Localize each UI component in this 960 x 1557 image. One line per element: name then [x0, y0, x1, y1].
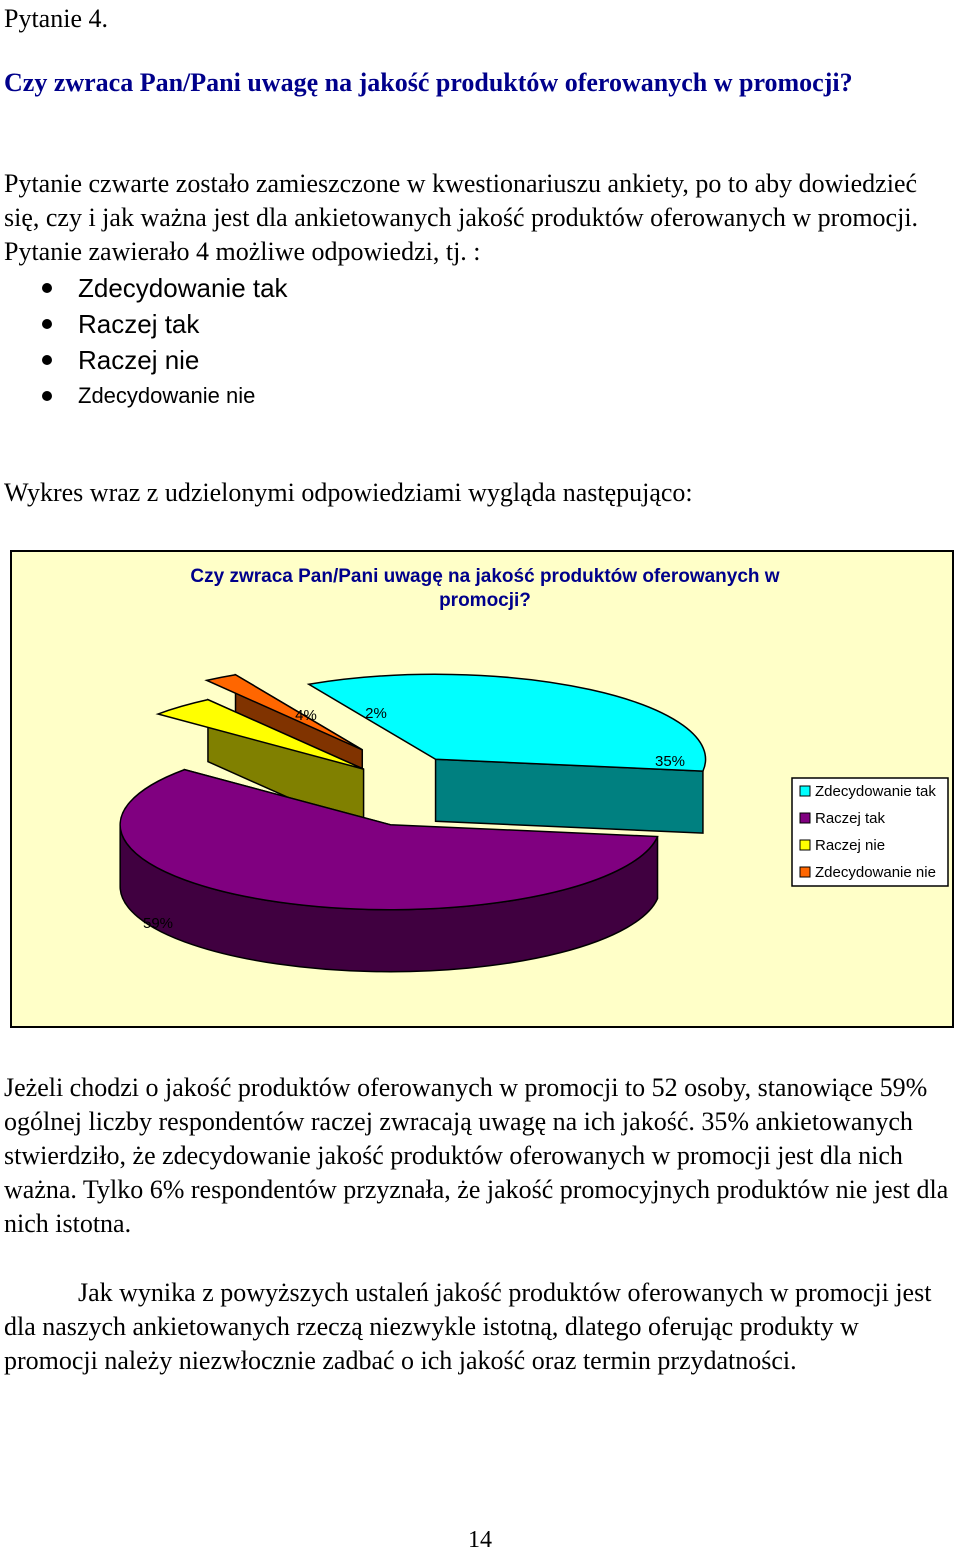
- slice-percent-label: 2%: [365, 705, 387, 722]
- legend-swatch: [800, 867, 810, 877]
- slice-percent-label: 35%: [654, 753, 686, 770]
- legend-entry: Zdecydowanie nie: [815, 864, 936, 881]
- legend-swatch: [800, 840, 810, 850]
- legend-entry: Zdecydowanie tak: [815, 783, 936, 800]
- question-title: Czy zwraca Pan/Pani uwagę na jakość produktów oferowanych w promocji?: [4, 68, 853, 97]
- section-heading: Pytanie 4.: [4, 4, 108, 33]
- page-number: 14: [468, 1527, 492, 1553]
- chart-legend: [792, 778, 948, 886]
- answer-option-label: Raczej nie: [78, 345, 200, 375]
- legend-swatch: [800, 813, 810, 823]
- slice-percent-label: 59%: [142, 915, 174, 932]
- answer-option-label: Zdecydowanie nie: [78, 383, 256, 408]
- pie-slice-wall: [436, 759, 703, 833]
- chart-intro-text: Wykres wraz z udzielonymi odpowiedziami wygląda następująco:: [4, 478, 693, 507]
- legend-entry: Raczej nie: [815, 837, 886, 854]
- chart-title: Czy zwraca Pan/Pani uwagę na jakość produktów oferowanych w promocji?: [190, 566, 780, 611]
- conclusion-paragraph: Jak wynika z powyższych ustaleń jakość produktów oferowanych w promocji jest dla naszych ankietowanych rzeczą niezwykle istotną, dlatego oferując produkty w promocji należy niezwłocznie zadbać o ich jakość oraz termin przydatności.: [4, 1278, 932, 1375]
- answer-option-label: Zdecydowanie tak: [78, 273, 288, 303]
- slice-percent-label: 4%: [295, 707, 317, 724]
- legend-entry: Raczej tak: [815, 810, 886, 827]
- answer-option-label: Raczej tak: [78, 309, 200, 339]
- pie-slice: [309, 674, 706, 771]
- intro-paragraph: Pytanie czwarte zostało zamieszczone w kwestionariuszu ankiety, po to aby dowiedzieć się, czy i jak ważna jest dla ankietowanych jakość produktów oferowanych w promocji. Pytanie zawierało 4 możliwe odpowiedzi, tj. :: [4, 169, 919, 266]
- analysis-paragraph: Jeżeli chodzi o jakość produktów oferowanych w promocji to 52 osoby, stanowiące 59% ogólnej liczby respondentów raczej zwracają uwagę na ich jakość. 35% ankietowanych stwierdziło, że zdecydowanie jakość produktów oferowanych w promocji jest dla nich ważna. Tylko 6% respondentów przyznała, że jakość promocyjnych produktów nie jest dla nich istotna.: [4, 1073, 949, 1238]
- legend-swatch: [800, 786, 810, 796]
